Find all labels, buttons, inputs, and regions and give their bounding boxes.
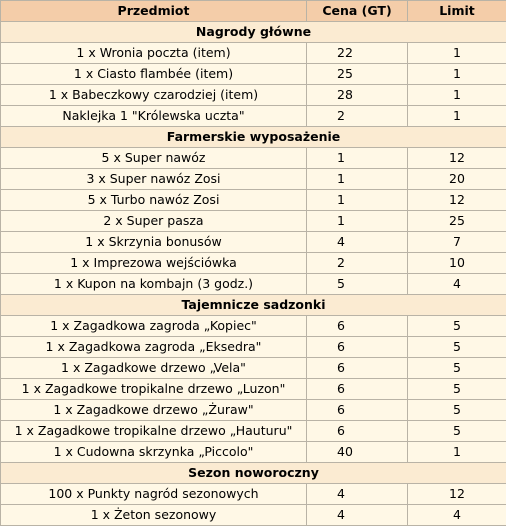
price-cell: 1 (307, 148, 408, 169)
item-name-cell: 1 x Kupon na kombajn (3 godz.) (1, 274, 307, 295)
limit-value: 12 (449, 192, 465, 207)
limit-cell (408, 148, 506, 169)
item-name-cell: 1 x Zagadkowe drzewo „Żuraw" (1, 400, 307, 421)
limit-cell (408, 232, 506, 253)
section-row (1, 463, 506, 484)
limit-cell (408, 400, 506, 421)
table-row (1, 232, 506, 253)
price-cell: 6 (307, 337, 408, 358)
price-cell: 6 (307, 379, 408, 400)
item-name-cell: 3 x Super nawóz Zosi (1, 169, 307, 190)
limit-cell (408, 337, 506, 358)
price-cell: 6 (307, 358, 408, 379)
limit-value: 10 (449, 255, 465, 270)
section-title: Farmerskie wyposażenie (1, 127, 506, 148)
section-row (1, 295, 506, 316)
price-cell: 4 (307, 505, 408, 526)
price-cell: 40 (307, 442, 408, 463)
item-name-cell: 1 x Zagadkowa zagroda „Eksedra" (1, 337, 307, 358)
table-row (1, 421, 506, 442)
item-name-cell: 1 x Zagadkowe tropikalne drzewo „Luzon" (1, 379, 307, 400)
header-price: Cena (GT) (307, 1, 408, 22)
price-cell: 2 (307, 253, 408, 274)
item-name-cell: Naklejka 1 "Królewska uczta" (1, 106, 307, 127)
header-row (1, 1, 506, 22)
limit-value: 12 (449, 150, 465, 165)
table-row (1, 190, 506, 211)
limit-value: 25 (449, 213, 465, 228)
table-row (1, 316, 506, 337)
item-name-cell: 5 x Turbo nawóz Zosi (1, 190, 307, 211)
price-cell: 5 (307, 274, 408, 295)
limit-cell (408, 379, 506, 400)
limit-value: 5 (453, 360, 461, 375)
limit-cell (408, 169, 506, 190)
limit-value: 5 (453, 339, 461, 354)
limit-cell (408, 358, 506, 379)
limit-value: 4 (453, 276, 461, 291)
item-name-cell: 5 x Super nawóz (1, 148, 307, 169)
item-name-cell: 1 x Wronia poczta (item) (1, 43, 307, 64)
limit-value: 5 (453, 318, 461, 333)
price-cell: 4 (307, 484, 408, 505)
table-row (1, 358, 506, 379)
table-row (1, 148, 506, 169)
item-name-cell: 1 x Zagadkowe tropikalne drzewo „Hauturu" (1, 421, 307, 442)
table-row (1, 337, 506, 358)
price-cell: 1 (307, 169, 408, 190)
limit-cell (408, 421, 506, 442)
table-row (1, 505, 506, 526)
table-row (1, 484, 506, 505)
limit-cell (408, 442, 506, 463)
price-cell: 2 (307, 106, 408, 127)
price-cell: 25 (307, 64, 408, 85)
limit-cell (408, 253, 506, 274)
table-row (1, 379, 506, 400)
limit-cell (408, 106, 506, 127)
limit-value: 20 (449, 171, 465, 186)
table-row (1, 43, 506, 64)
section-title: Tajemnicze sadzonki (1, 295, 506, 316)
limit-cell (408, 316, 506, 337)
table-body (1, 22, 506, 526)
header-item: Przedmiot (1, 1, 307, 22)
limit-value: 7 (453, 234, 461, 249)
section-row (1, 127, 506, 148)
section-row (1, 22, 506, 43)
limit-value: 1 (453, 45, 461, 60)
limit-value: 1 (453, 108, 461, 123)
table-row (1, 85, 506, 106)
item-name-cell: 1 x Zagadkowa zagroda „Kopiec" (1, 316, 307, 337)
item-name-cell: 2 x Super pasza (1, 211, 307, 232)
item-name-cell: 1 x Zagadkowe drzewo „Vela" (1, 358, 307, 379)
table-row (1, 211, 506, 232)
price-cell: 1 (307, 190, 408, 211)
price-cell: 22 (307, 43, 408, 64)
item-name-cell: 1 x Ciasto flambée (item) (1, 64, 307, 85)
price-cell: 6 (307, 421, 408, 442)
table-row (1, 169, 506, 190)
table-row (1, 442, 506, 463)
limit-cell (408, 274, 506, 295)
table-row (1, 274, 506, 295)
price-cell: 4 (307, 232, 408, 253)
header-limit: Limit (408, 1, 506, 22)
item-name-cell: 1 x Cudowna skrzynka „Piccolo" (1, 442, 307, 463)
price-cell: 28 (307, 85, 408, 106)
limit-cell (408, 85, 506, 106)
price-cell: 1 (307, 211, 408, 232)
table-row (1, 64, 506, 85)
limit-value: 12 (449, 486, 465, 501)
section-title: Nagrody główne (1, 22, 506, 43)
limit-value: 1 (453, 444, 461, 459)
limit-value: 1 (453, 87, 461, 102)
table-row (1, 253, 506, 274)
price-cell: 6 (307, 316, 408, 337)
limit-cell (408, 43, 506, 64)
item-name-cell: 100 x Punkty nagród sezonowych (1, 484, 307, 505)
section-title: Sezon noworoczny (1, 463, 506, 484)
limit-cell (408, 190, 506, 211)
limit-cell (408, 505, 506, 526)
limit-value: 5 (453, 402, 461, 417)
limit-value: 5 (453, 381, 461, 396)
item-name-cell: 1 x Imprezowa wejściówka (1, 253, 307, 274)
item-name-cell: 1 x Żeton sezonowy (1, 505, 307, 526)
table-row (1, 106, 506, 127)
limit-value: 1 (453, 66, 461, 81)
item-name-cell: 1 x Babeczkowy czarodziej (item) (1, 85, 307, 106)
limit-cell (408, 211, 506, 232)
item-name-cell: 1 x Skrzynia bonusów (1, 232, 307, 253)
limit-value: 5 (453, 423, 461, 438)
price-cell: 6 (307, 400, 408, 421)
limit-cell (408, 484, 506, 505)
table-row (1, 400, 506, 421)
limit-value: 4 (453, 507, 461, 522)
limit-cell (408, 64, 506, 85)
